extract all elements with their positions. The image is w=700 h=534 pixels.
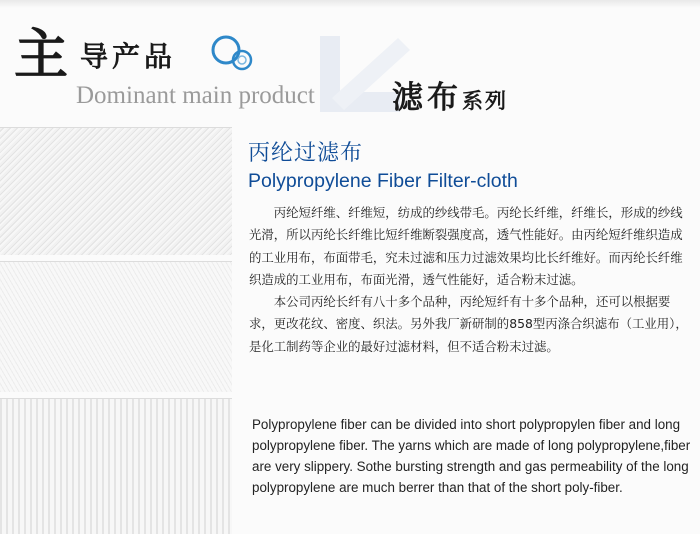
heading-subtitle-en: Dominant main product xyxy=(76,82,315,109)
product-description-en xyxy=(252,414,692,498)
fabric-swatch-image xyxy=(0,398,232,534)
heading-big-character: 主 xyxy=(14,22,68,86)
fabric-swatch-image xyxy=(0,261,232,392)
description-paragraph-en: Polypropylene fiber can be divided into short polypropylen fiber and long polypropylene fiber. The yarns which are made of long polypropylene,fiber are very slippery. Sothe bursting strength and gas permeability of the long polypropylene are much berrer than that of the short poly-fiber. xyxy=(252,417,691,495)
product-name-cn: 丙纶过滤布 xyxy=(248,141,364,166)
section-heading xyxy=(14,20,344,130)
fabric-swatch-image xyxy=(0,127,232,255)
series-title-main: 滤布 xyxy=(392,80,462,116)
description-paragraph: 丙纶短纤维、纤维短，纺成的纱线带毛。丙纶长纤维，纤维长，形成的纱线光滑，所以丙纶长纤维比短纤维断裂强度高，透气性能好。由丙纶短纤维织造成的工业用布，布面带毛，究未过滤和压力过滤效果均比长纤维好。而丙纶长纤维织造成的工业用布，布面光滑，透气性能好，适合粉末过滤。 xyxy=(249,205,683,287)
heading-subtitle-cn: 导产品 xyxy=(80,40,177,73)
product-name-en: Polypropylene Fiber Filter-cloth xyxy=(248,170,518,192)
top-strip xyxy=(0,0,700,8)
series-title-suffix: 系列 xyxy=(462,89,508,113)
series-title xyxy=(392,72,508,117)
product-description-cn xyxy=(249,202,689,358)
description-paragraph: 本公司丙纶长纤有八十多个品种，丙纶短纤有十多个品种，还可以根据要求，更改花纹、密度、织法。另外我厂新研制的858型丙涤合织滤布（工业用），是化工制药等企业的最好过滤材料，但不适合粉末过滤。 xyxy=(249,294,688,354)
rings-icon xyxy=(204,30,264,80)
